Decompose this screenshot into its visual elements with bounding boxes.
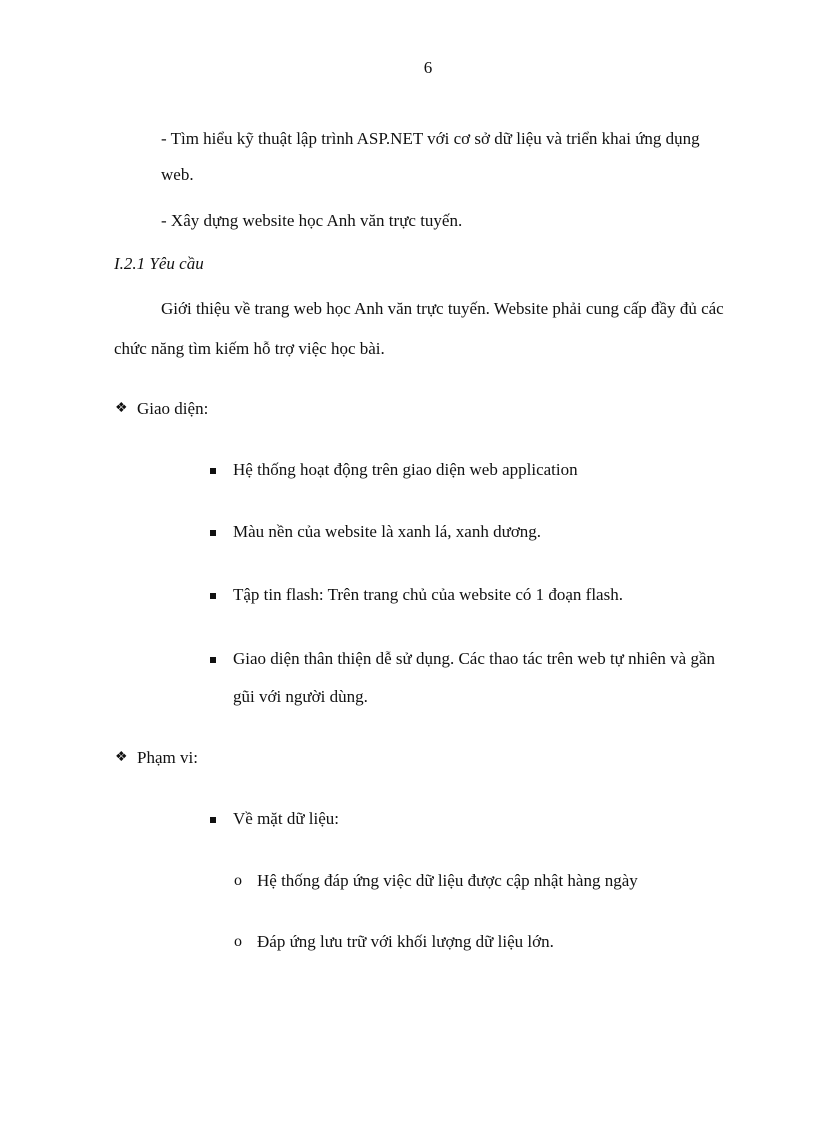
intro-item-2: - Xây dựng website học Anh văn trực tuyến. <box>161 211 463 230</box>
intro-item-1-continued: web. <box>161 165 194 184</box>
scope-subitem-2: Đáp ứng lưu trữ với khối lượng dữ liệu lớn. <box>257 932 554 951</box>
section-heading: I.2.1 Yêu cầu <box>114 254 204 273</box>
diamond-bullet-icon: ❖ <box>115 750 128 765</box>
intro-item-1: - Tìm hiểu kỹ thuật lập trình ASP.NET với cơ sở dữ liệu và triển khai ứng dụng <box>161 129 700 148</box>
interface-item-4: Giao diện thân thiện dễ sử dụng. Các thao tác trên web tự nhiên và gần <box>233 649 716 668</box>
square-bullet-icon <box>210 522 216 542</box>
square-bullet-icon <box>210 649 216 669</box>
square-bullet-icon <box>210 585 216 605</box>
group-title-interface: Giao diện: <box>137 399 209 418</box>
interface-item-4-continued: gũi với người dùng. <box>233 687 368 706</box>
circle-bullet-icon: o <box>234 872 242 889</box>
scope-item-data: Về mặt dữ liệu: <box>233 809 339 828</box>
square-bullet-icon <box>210 809 216 829</box>
group-title-scope: Phạm vi: <box>137 748 198 767</box>
interface-item-1: Hệ thống hoạt động trên giao diện web application <box>233 460 578 479</box>
square-bullet-icon <box>210 460 216 480</box>
section-paragraph-line1: Giới thiệu về trang web học Anh văn trực tuyến. Website phải cung cấp đầy đủ các <box>161 299 724 318</box>
page-number: 6 <box>423 58 433 77</box>
section-paragraph-line2: chức năng tìm kiếm hỗ trợ việc học bài. <box>114 339 385 358</box>
interface-item-3: Tập tin flash: Trên trang chủ của website có 1 đoạn flash. <box>233 585 623 604</box>
scope-subitem-1: Hệ thống đáp ứng việc dữ liệu được cập nhật hàng ngày <box>257 871 638 890</box>
diamond-bullet-icon: ❖ <box>115 401 128 416</box>
circle-bullet-icon: o <box>234 933 242 950</box>
interface-item-2: Màu nền của website là xanh lá, xanh dương. <box>233 522 542 541</box>
